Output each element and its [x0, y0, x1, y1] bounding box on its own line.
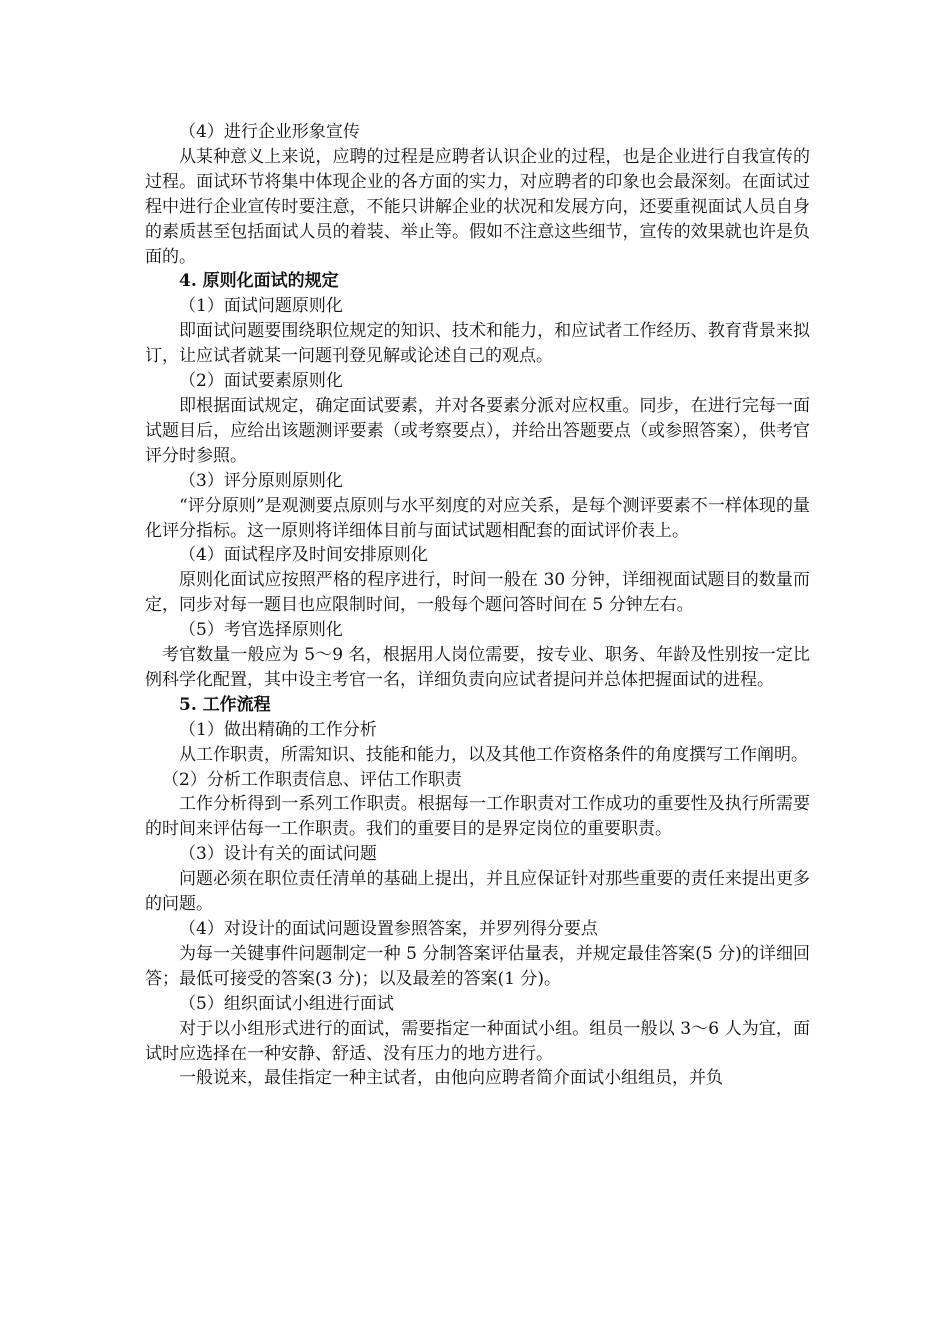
- paragraph-job-analysis: 从工作职责，所需知识、技能和能力，以及其他工作资格条件的角度撰写工作阐明。: [179, 744, 808, 765]
- subheading-examiner-selection: （5）考官选择原则化: [179, 620, 343, 641]
- subheading-design-questions: （3）设计有关的面试问题: [179, 844, 377, 865]
- subheading-elements: （2）面试要素原则化: [179, 371, 343, 392]
- paragraph-corporate-image: 从某种意义上来说，应聘的过程是应聘者认识企业的过程，也是企业进行自我宣传的过程。面试环节将集中体现企业的各方面的实力，对应聘者的印象也会最深刻。在面试过程中进行企业宣传时要注意，不能只讲解企业的状况和发展方向，还要重视面试人员自身的素质甚至包括面试人员的着装、举止等。假如不注意这些细节，宣传的效果就也许是负面的。: [145, 146, 810, 267]
- paragraph-scoring: “评分原则”是观测要点原则与水平刻度的对应关系，是每个测评要素不一样体现的量化评分指标。这一原则将详细体目前与面试试题相配套的面试评价表上。: [145, 495, 810, 541]
- paragraph-examiner-selection: 考官数量一般应为 5～9 名，根据用人岗位需要，按专业、职务、年龄及性别按一定比例科学化配置，其中设主考官一名，详细负责向应试者提问并总体把握面试的进程。: [145, 645, 810, 690]
- subheading-scoring: （3）评分原则原则化: [179, 470, 343, 491]
- paragraph-design-questions: 问题必须在职位责任清单的基础上提出，并且应保证针对那些重要的责任来提出更多的问题。: [145, 869, 810, 915]
- paragraph-reference-answers: 为每一关键事件问题制定一种 5 分制答案评估量表，并规定最佳答案(5 分)的详细回答；最低可接受的答案(3 分)；以及最差的答案(1 分)。: [145, 943, 810, 989]
- paragraph-lead-interviewer: 一般说来，最佳指定一种主试者，由他向应聘者简介面试小组组员，并负: [179, 1068, 723, 1089]
- subheading-duty-evaluation: （2）分析工作职责信息、评估工作职责: [162, 769, 462, 790]
- subheading-reference-answers: （4）对设计的面试问题设置参照答案，并罗列得分要点: [179, 919, 598, 939]
- paragraph-duty-evaluation: 工作分析得到一系列工作职责。根据每一工作职责对工作成功的重要性及执行所需要的时间来评估每一工作职责。我们的重要目的是界定岗位的重要职责。: [145, 794, 810, 840]
- subheading-corporate-image: （4）进行企业形象宣传: [179, 122, 360, 142]
- document-page: [145, 120, 810, 1091]
- paragraph-interview-panel: 对于以小组形式进行的面试，需要指定一种面试小组。组员一般以 3～6 人为宜，面试时应选择在一种安静、舒适、没有压力的地方进行。: [145, 1018, 810, 1064]
- subheading-questions: （1）面试问题原则化: [179, 296, 343, 317]
- subheading-job-analysis: （1）做出精确的工作分析: [179, 719, 377, 740]
- section-heading-workflow: 5. 工作流程: [179, 694, 271, 715]
- paragraph-procedure-time: 原则化面试应按照严格的程序进行，时间一般在 30 分钟，详细视面试题目的数量而定，同步对每一题目也应限制时间，一般每个题问答时间在 5 分钟左右。: [145, 570, 810, 616]
- section-heading-standardized-interview: 4. 原则化面试的规定: [179, 271, 339, 292]
- subheading-procedure-time: （4）面试程序及时间安排原则化: [179, 545, 428, 566]
- paragraph-elements: 即根据面试规定，确定面试要素，并对各要素分派对应权重。同步，在进行完每一面试题目后，应给出该题测评要素（或考察要点），并给出答题要点（或参照答案），供考官评分时参照。: [145, 395, 810, 466]
- subheading-interview-panel: （5）组织面试小组进行面试: [179, 993, 394, 1014]
- paragraph-questions: 即面试问题要围绕职位规定的知识、技术和能力，和应试者工作经历、教育背景来拟订，让应试者就某一问题刊登见解或论述自己的观点。: [145, 321, 810, 367]
